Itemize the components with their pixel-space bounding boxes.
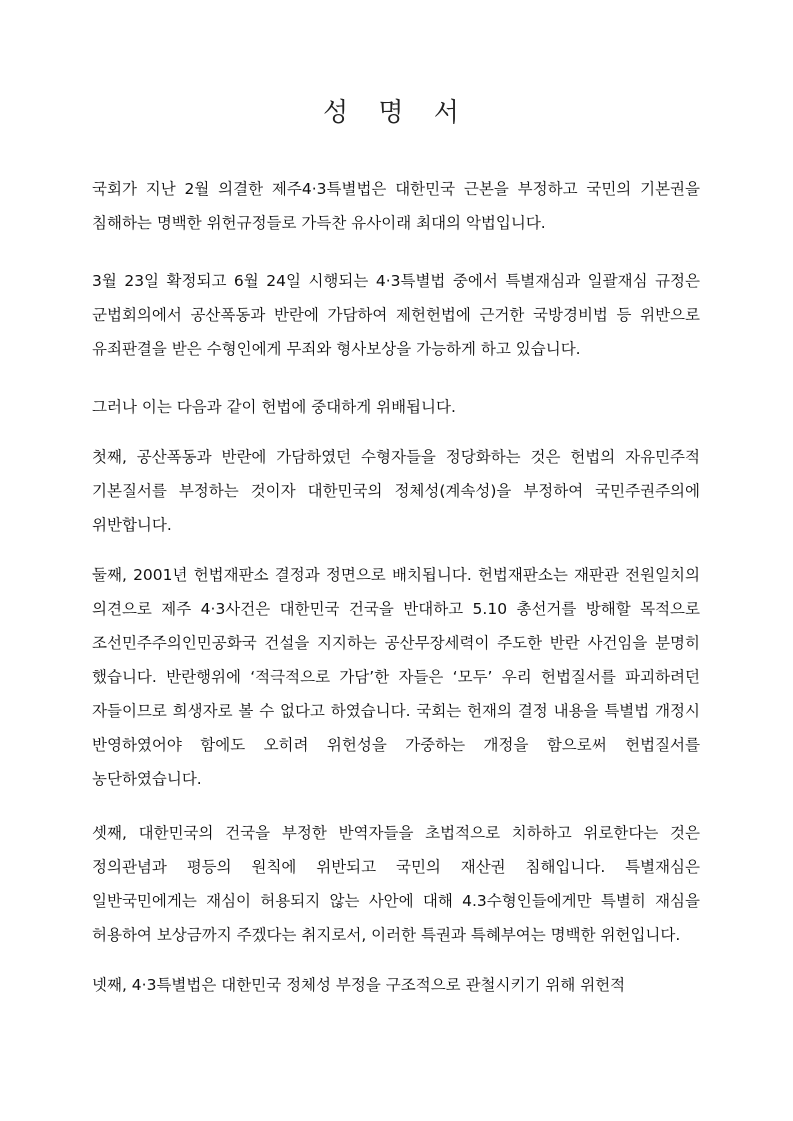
document-body [92, 172, 700, 1002]
paragraph-intro: 국회가 지난 2월 의결한 제주4·3특별법은 대한민국 근본을 부정하고 국민의 기본권을 침해하는 명백한 위헌규정들로 가득찬 유사이래 최대의 악법입니다. [92, 180, 700, 232]
paragraph-third-reason: 셋째, 대한민국의 건국을 부정한 반역자들을 초법적으로 치하하고 위로한다는 것은 정의관념과 평등의 원칙에 위반되고 국민의 재산권 침해입니다. 특별재심은 일반국민에게는 재심이 허용되지 않는 사안에 대해 4.3수형인들에게만 특별히 재심을 허용하여 보상금까지 주겠다는 취지로서, 이러한 특권과 특혜부여는 명백한 위헌입니다. [92, 824, 700, 944]
paragraph-first-reason: 첫째, 공산폭동과 반란에 가담하였던 수형자들을 정당화하는 것은 헌법의 자유민주적 기본질서를 부정하는 것이자 대한민국의 정체성(계속성)을 부정하여 국민주권주의에 위반합니다. [92, 448, 700, 534]
document-title: 성 명 서 [323, 98, 470, 128]
paragraph-fourth-reason: 넷째, 4·3특별법은 대한민국 정체성 부정을 구조적으로 관철시키기 위해 위헌적 [92, 976, 626, 994]
paragraph-second-reason: 둘째, 2001년 헌법재판소 결정과 정면으로 배치됩니다. 헌법재판소는 재판관 전원일치의 의견으로 제주 4·3사건은 대한민국 건국을 반대하고 5.10 총선거를 방해할 목적으로 조선민주주의인민공화국 건설을 지지하는 공산무장세력이 주도한 반란 사건임을 분명히 했습니다. 반란행위에 ‘적극적으로 가담’한 자들은 ‘모두’ 우리 헌법질서를 파괴하려던 자들이므로 희생자로 볼 수 없다고 하였습니다. 국회는 헌재의 결정 내용을 특별법 개정시 반영하였어야 함에도 오히려 위헌성을 가중하는 개정을 함으로써 헌법질서를 농단하였습니다. [92, 566, 700, 788]
paragraph-unconstitutional-statement: 그러나 이는 다음과 같이 헌법에 중대하게 위배됩니다. [92, 398, 456, 416]
paragraph-special-retrial: 3월 23일 확정되고 6월 24일 시행되는 4·3특별법 중에서 특별재심과 일괄재심 규정은 군법회의에서 공산폭동과 반란에 가담하여 제헌헌법에 근거한 국방경비법 등 위반으로 유죄판결을 받은 수형인에게 무죄와 형사보상을 가능하게 하고 있습니다. [92, 272, 700, 358]
